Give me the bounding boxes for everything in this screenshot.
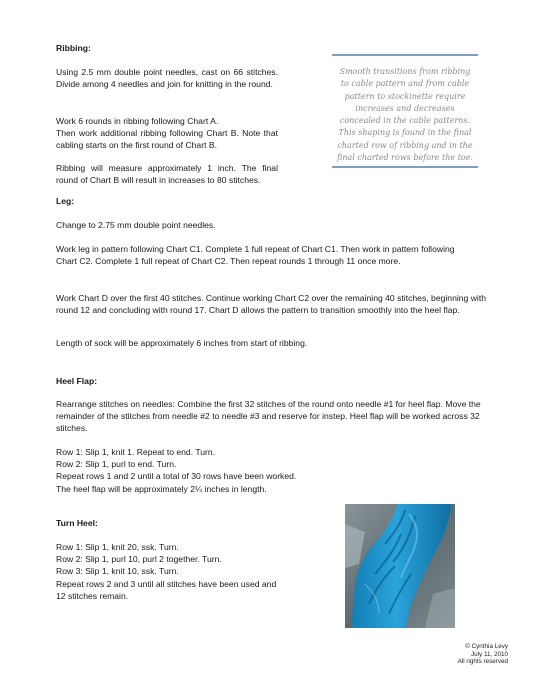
leg-heading: Leg: — [56, 196, 75, 206]
heel-flap-row: Row 1: Slip 1, knit 1. Repeat to end. Turn. — [56, 447, 216, 457]
ribbing-paragraph-cast-on: Using 2.5 mm double point needles, cast on 66 stitches. Divide among 4 needles and join for knitting in the round. — [56, 67, 278, 90]
callout-text: Smooth transitions from ribbing to cable pattern and from cable pattern to stockinette require increases and decreases concealed in the cable patterns. This shaping is found in the final charted row of ribbing and in the final charted rows before the toe. — [336, 67, 474, 163]
copyright-rights: All rights reserved — [457, 658, 508, 666]
turn-heel-heading: Turn Heel: — [56, 518, 98, 528]
sidebar-callout — [332, 54, 478, 168]
heel-flap-paragraph-rearrange: Rearrange stitches on needles: Combine the first 32 stitches of the round onto needle #1 for heel flap. Move the remainder of the stitches from needle #2 to needle #3 and reserve for instep. Heel flap will be worked across 32 stitches. — [56, 399, 481, 434]
leg-paragraph-length: Length of sock will be approximately 6 inches from start of ribbing. — [56, 338, 308, 348]
copyright-author: © Cynthia Levy — [465, 643, 508, 650]
heel-flap-rows — [56, 446, 356, 495]
heel-flap-row: The heel flap will be approximately 2¼ inches in length. — [56, 483, 267, 494]
copyright-date: July 11, 2010 — [471, 650, 508, 658]
ribbing-paragraph-chart-b: Then work additional ribbing following Chart B. Note that cabling starts on the first round of Chart B. — [56, 128, 278, 151]
ribbing-heading: Ribbing: — [56, 43, 91, 53]
turn-heel-row: Repeat rows 2 and 3 until all stitches have been used and — [56, 578, 277, 589]
sock-illustration-icon — [345, 504, 455, 628]
leg-paragraph-needles: Change to 2.75 mm double point needles. — [56, 220, 216, 230]
turn-heel-row: Row 3: Slip 1, knit 10, ssk. Turn. — [56, 566, 179, 577]
heel-flap-row: Row 2: Slip 1, purl to end. Turn. — [56, 459, 177, 470]
ribbing-paragraph-chart-a: Work 6 rounds in ribbing following Chart A. — [56, 116, 219, 126]
ribbing-paragraph-measure: Ribbing will measure approximately 1 inch. The final round of Chart B will result in increases to 80 stitches. — [56, 163, 278, 186]
turn-heel-row: Row 2: Slip 1, purl 10, purl 2 together. Turn. — [56, 554, 222, 565]
turn-heel-row: Row 1: Slip 1, knit 20, ssk. Turn. — [56, 542, 179, 552]
copyright-notice — [458, 643, 508, 666]
heel-flap-row: Repeat rows 1 and 2 until a total of 30 rows have been worked. — [56, 471, 297, 482]
turn-heel-row: 12 stitches remain. — [56, 590, 129, 601]
knitted-sock-photo — [345, 504, 455, 628]
turn-heel-rows — [56, 541, 336, 602]
heel-flap-heading: Heel Flap: — [56, 376, 98, 386]
leg-paragraph-chart-d: Work Chart D over the first 40 stitches. Continue working Chart C2 over the remaining 40 stitches, beginning with round 12 and concluding with round 17. Chart D allows the pattern to transition smoothly into the heel flap. — [56, 293, 486, 316]
leg-paragraph-chart-c: Work leg in pattern following Chart C1. Complete 1 full repeat of Chart C1. Then work in pattern following Chart C2. Complete 1 full repeat of Chart C2. Then repeat rounds 1 through 11 once more. — [56, 244, 455, 267]
